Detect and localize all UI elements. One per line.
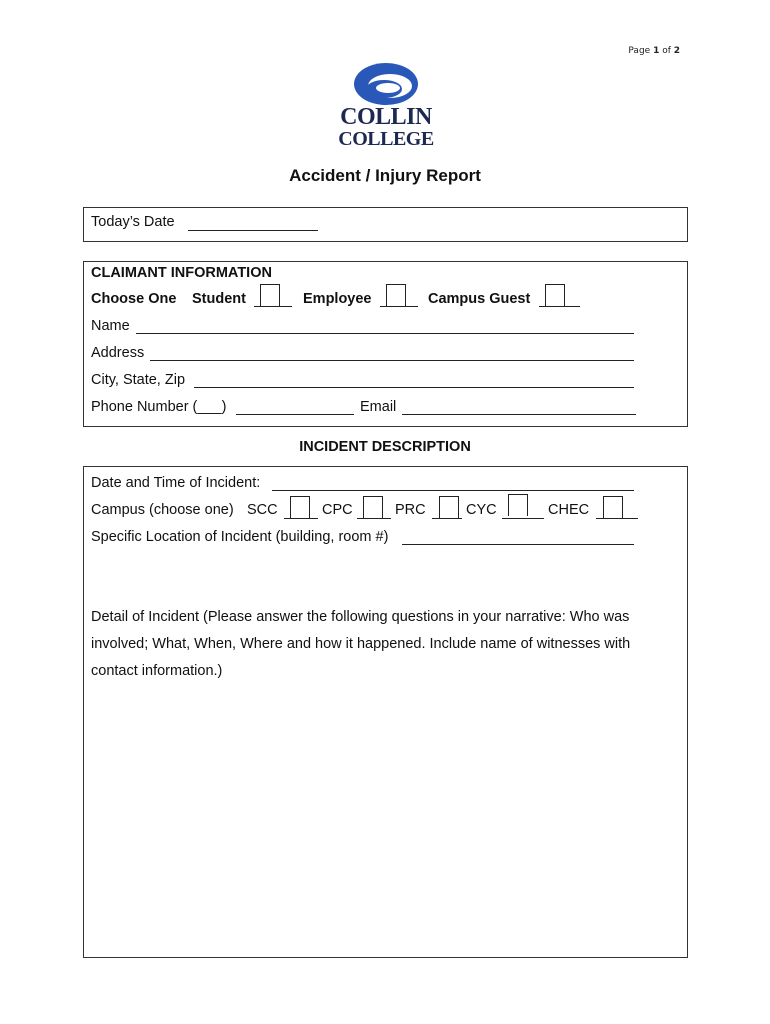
city-state-zip-label: City, State, Zip (91, 372, 186, 388)
date-time-of-incident-field[interactable] (272, 490, 634, 491)
campus-cpc-checkbox[interactable] (363, 496, 383, 518)
campus-chec-checkbox[interactable] (603, 496, 623, 518)
campus-scc-underline (284, 518, 318, 519)
specific-location-field[interactable] (402, 544, 634, 545)
campus-guest-underline (539, 306, 580, 307)
incident-description-heading: INCIDENT DESCRIPTION (299, 439, 471, 455)
student-label: Student (192, 291, 246, 307)
campus-guest-checkbox[interactable] (545, 284, 565, 306)
todays-date-box (83, 207, 688, 242)
logo-line-2: COLLEGE (338, 128, 434, 150)
campus-cpc-label: CPC (322, 502, 353, 518)
phone-number-label: Phone Number (___) (91, 399, 227, 415)
collin-college-logo (328, 62, 444, 154)
student-checkbox[interactable] (260, 284, 280, 306)
campus-prc-checkbox[interactable] (439, 496, 459, 518)
phone-number-field[interactable] (236, 414, 354, 415)
campus-prc-underline (432, 518, 462, 519)
todays-date-label: Today’s Date (91, 214, 175, 230)
page-number: Page 1 of 2 (628, 46, 680, 56)
detail-of-incident-area[interactable] (90, 689, 680, 951)
campus-prc-label: PRC (395, 502, 426, 518)
campus-chec-label: CHEC (548, 502, 590, 518)
city-state-zip-field[interactable] (194, 387, 634, 388)
detail-of-incident-line-2: involved; What, When, Where and how it happened. Include name of witnesses with (91, 636, 631, 652)
campus-cpc-underline (357, 518, 391, 519)
claimant-information-box (83, 261, 688, 427)
campus-guest-label: Campus Guest (428, 291, 531, 307)
specific-location-label: Specific Location of Incident (building, room #) (91, 529, 389, 545)
choose-one-label: Choose One (91, 291, 177, 307)
campus-scc-checkbox[interactable] (290, 496, 310, 518)
name-label: Name (91, 318, 130, 334)
campus-scc-label: SCC (247, 502, 278, 518)
claimant-heading: CLAIMANT INFORMATION (91, 265, 272, 281)
todays-date-field[interactable] (188, 230, 318, 231)
employee-checkbox[interactable] (386, 284, 406, 306)
student-underline (254, 306, 292, 307)
email-label: Email (360, 399, 397, 415)
page-title: Accident / Injury Report (289, 166, 481, 185)
logo-line-1: COLLIN (340, 104, 432, 130)
name-field[interactable] (136, 333, 634, 334)
incident-description-box (83, 466, 688, 958)
email-field[interactable] (402, 414, 636, 415)
employee-underline (380, 306, 418, 307)
date-time-of-incident-label: Date and Time of Incident: (91, 475, 261, 491)
campus-chec-underline (596, 518, 638, 519)
employee-label: Employee (303, 291, 372, 307)
campus-cyc-underline (502, 518, 544, 519)
address-field[interactable] (150, 360, 634, 361)
detail-of-incident-line-3: contact information.) (91, 663, 223, 679)
campus-cyc-label: CYC (466, 502, 497, 518)
address-label: Address (91, 345, 145, 361)
campus-choose-one-label: Campus (choose one) (91, 502, 234, 518)
detail-of-incident-line-1: Detail of Incident (Please answer the following questions in your narrative: Who was (91, 609, 630, 625)
campus-cyc-checkbox[interactable] (508, 494, 528, 516)
